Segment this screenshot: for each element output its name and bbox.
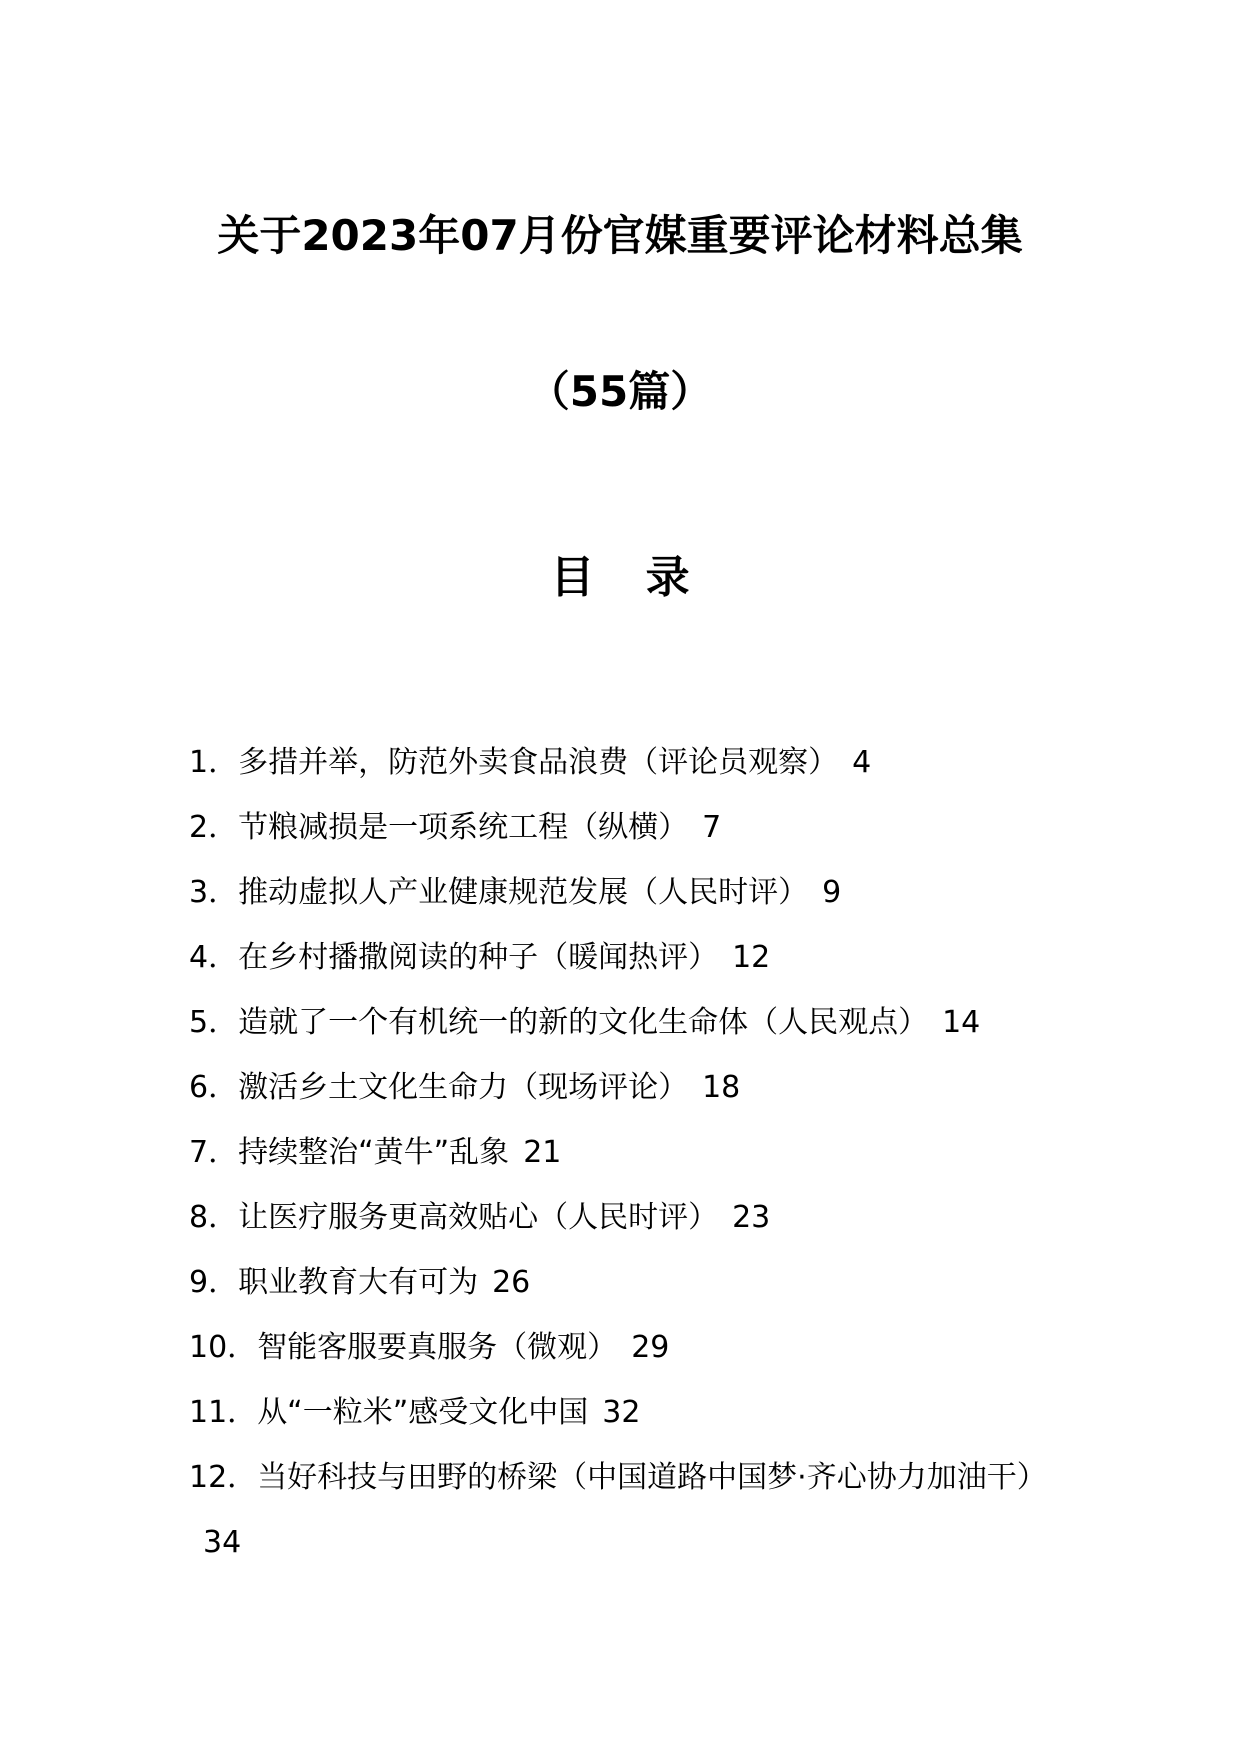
toc-item[interactable] — [189, 925, 1059, 990]
toc-item-page: 29 — [631, 1330, 670, 1365]
toc-item-page: 26 — [492, 1265, 531, 1300]
toc-item-number: 8． — [189, 1200, 239, 1235]
toc-item-number: 10． — [189, 1330, 258, 1365]
toc-item-number: 1． — [189, 745, 239, 780]
toc-item[interactable] — [189, 1445, 1059, 1575]
toc-item-title: 多措并举，防范外卖食品浪费（评论员观察） — [238, 745, 839, 780]
toc-item[interactable] — [189, 990, 1059, 1055]
toc-item-page: 21 — [523, 1135, 562, 1170]
toc-item[interactable] — [189, 1315, 1059, 1380]
document-subtitle: （55篇） — [527, 367, 713, 416]
toc-item-title: 推动虚拟人产业健康规范发展（人民时评） — [238, 875, 809, 910]
toc-item-title: 从“一粒米”感受文化中国 — [257, 1395, 589, 1430]
toc-item-number: 7． — [189, 1135, 239, 1170]
toc-item-page: 14 — [942, 1005, 981, 1040]
toc-item-title: 在乡村播撒阅读的种子（暖闻热评） — [238, 940, 719, 975]
toc-item[interactable] — [189, 1380, 1059, 1445]
toc-item-number: 12． — [189, 1460, 258, 1495]
toc-item-title: 造就了一个有机统一的新的文化生命体（人民观点） — [238, 1005, 929, 1040]
toc-item-title: 让医疗服务更高效贴心（人民时评） — [238, 1200, 719, 1235]
toc-item-number: 6． — [189, 1070, 239, 1105]
toc-heading: 目 录 — [550, 552, 708, 603]
toc-item-page: 9 — [822, 875, 842, 910]
toc-item[interactable] — [189, 1250, 1059, 1315]
toc-item-title: 激活乡土文化生命力（现场评论） — [238, 1070, 689, 1105]
toc-item-number: 3． — [189, 875, 239, 910]
toc-item-page: 12 — [732, 940, 771, 975]
toc-item-page: 4 — [852, 745, 872, 780]
toc-item-number: 4． — [189, 940, 239, 975]
table-of-contents — [189, 730, 1059, 1575]
toc-item-title: 持续整治“黄牛”乱象 — [238, 1135, 510, 1170]
toc-item[interactable] — [189, 1055, 1059, 1120]
document-title: 关于2023年07月份官媒重要评论材料总集 — [217, 211, 1023, 260]
toc-item-page: 23 — [732, 1200, 771, 1235]
toc-item-number: 2． — [189, 810, 239, 845]
toc-item[interactable] — [189, 1120, 1059, 1185]
toc-item-page: 32 — [602, 1395, 641, 1430]
toc-item-title: 节粮减损是一项系统工程（纵横） — [238, 810, 689, 845]
toc-item-number: 5． — [189, 1005, 239, 1040]
toc-item[interactable] — [189, 860, 1059, 925]
toc-item-number: 9． — [189, 1265, 239, 1300]
toc-item-page: 18 — [702, 1070, 741, 1105]
toc-item-number: 11． — [189, 1395, 258, 1430]
toc-item-page: 34 — [203, 1525, 242, 1560]
toc-item[interactable] — [189, 730, 1059, 795]
toc-item-title: 当好科技与田野的桥梁（中国道路中国梦·齐心协力加油干） — [257, 1460, 1047, 1495]
toc-item-title: 智能客服要真服务（微观） — [257, 1330, 618, 1365]
toc-item-title: 职业教育大有可为 — [238, 1265, 479, 1300]
toc-item-page: 7 — [702, 810, 722, 845]
toc-item[interactable] — [189, 795, 1059, 860]
toc-item[interactable] — [189, 1185, 1059, 1250]
